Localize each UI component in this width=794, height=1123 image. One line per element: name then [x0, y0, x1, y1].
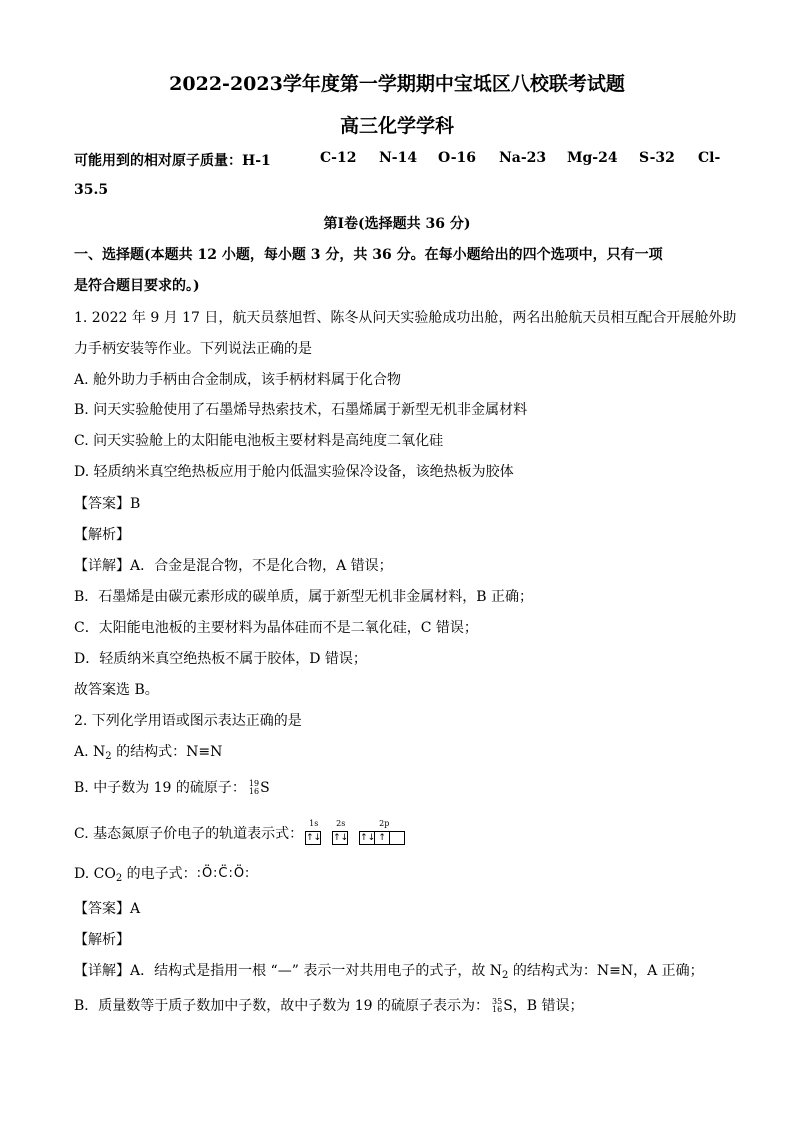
section-instructions: 一、选择题(本题共 12 小题，每小题 3 分，共 36 分。在每小题给出的四个选项中，只有一项	[74, 247, 663, 263]
subscript: 2	[105, 751, 112, 762]
nuclide-numbers	[249, 780, 259, 796]
question-1-detail: C．太阳能电池板的主要材料为晶体硅而不是二氧化硅，C 错误；	[74, 620, 478, 636]
orbital-box-2p-1: ↑↓	[360, 833, 376, 843]
exam-title: 2022-2023学年度第一学期期中宝坻区八校联考试题	[169, 73, 625, 95]
question-2-option-a	[74, 742, 222, 767]
option-b-text: B. 中子数为 19 的硫原子：	[74, 780, 246, 796]
option-d-text: D. CO	[74, 866, 116, 882]
atomic-mass-item: Mg-24	[567, 150, 618, 166]
orbital-label-2s: 2s	[336, 819, 346, 828]
element-symbol: S	[260, 780, 270, 796]
atomic-mass-item: Na-23	[499, 150, 547, 166]
question-2-option-b	[74, 778, 270, 798]
atomic-mass-label: 可能用到的相对原子质量：H-1	[74, 153, 271, 169]
orbital-label-1s: 1s	[309, 819, 319, 828]
question-1-answer: 【答案】B	[74, 496, 141, 512]
nuclide-numbers	[492, 998, 502, 1014]
detail-b-text: B．质量数等于质子数加中子数，故中子数为 19 的硫原子表示为：	[74, 998, 490, 1014]
subject-title: 高三化学学科	[339, 115, 454, 137]
atomic-mass-item: Cl-	[698, 150, 721, 166]
question-1-conclusion: 故答案选 B。	[74, 682, 159, 698]
subscript: 2	[502, 970, 509, 981]
question-1-option-c: C. 问天实验舱上的太阳能电池板主要材料是高纯度二氧化硅	[74, 433, 444, 449]
question-1-option-a: A. 舱外助力手柄由合金制成，该手柄材料属于化合物	[74, 372, 402, 388]
question-2-stem: 2. 下列化学用语或图示表达正确的是	[74, 713, 302, 729]
subscript: 2	[115, 873, 123, 884]
question-1-detail: B．石墨烯是由碳元素形成的碳单质，属于新型无机非金属材料，B 正确；	[74, 589, 534, 605]
atomic-mass-item: S-32	[639, 150, 675, 166]
atomic-mass-item: C-12	[320, 150, 357, 166]
section-title: 第Ⅰ卷(选择题共 36 分)	[323, 216, 471, 232]
atomic-mass-continued: 35.5	[74, 182, 109, 198]
atomic-number: 16	[248, 787, 260, 796]
question-2-answer: 【答案】A	[74, 901, 141, 917]
question-1-option-d: D. 轻质纳米真空绝热板应用于舱内低温实验保冷设备，该绝热板为胶体	[74, 464, 514, 480]
orbital-label-2p: 2p	[379, 819, 390, 828]
mass-number: 19	[248, 779, 260, 788]
question-2-analysis-label: 【解析】	[74, 932, 130, 948]
question-1-stem: 1. 2022 年 9 月 17 日，航天员蔡旭哲、陈冬从问天实验舱成功出舱，两名出舱航天员相互配合开展舱外助	[74, 310, 737, 326]
atomic-number: 16	[492, 1005, 503, 1014]
atomic-mass-item: N-14	[379, 150, 418, 166]
orbital-box-1s: ↑↓	[306, 833, 322, 843]
orbital-box-2s: ↑↓	[333, 833, 349, 843]
atomic-mass-item: O-16	[438, 150, 477, 166]
question-2-detail-b	[74, 996, 584, 1016]
question-2-detail-a	[74, 961, 704, 986]
option-c-text: C. 基态氮原子价电子的轨道表示式：	[74, 826, 304, 842]
detail-a-text-end: 的结构式为：N≡N，A 正确；	[508, 963, 704, 979]
orbital-box-2p-3	[389, 831, 405, 845]
orbital-diagram	[305, 821, 413, 847]
question-1-option-b: B. 问天实验舱使用了石墨烯导热索技术，石墨烯属于新型无机非金属材料	[74, 402, 528, 418]
question-1-detail: 【详解】A．合金是混合物，不是化合物，A 错误；	[74, 558, 393, 574]
question-1-analysis-label: 【解析】	[74, 527, 130, 543]
atomic-mass-list	[74, 150, 724, 170]
detail-a-text: 【详解】A．结构式是指用一根 “—” 表示一对共用电子的式子，故 N	[74, 963, 503, 979]
question-2-option-d	[74, 864, 250, 889]
question-1-stem-cont: 力手柄安装等作业。下列说法正确的是	[74, 341, 312, 357]
question-1-detail: D．轻质纳米真空绝热板不属于胶体，D 错误；	[74, 651, 367, 667]
mass-number: 35	[492, 997, 503, 1006]
question-2-option-c	[74, 820, 413, 848]
option-d-text-end: 的电子式：	[122, 866, 197, 882]
electron-formula: :Ö:C̈:Ö:	[196, 866, 251, 881]
option-a-text-end: 的结构式：N≡N	[111, 744, 223, 760]
orbital-box-2p-2: ↑	[374, 831, 390, 845]
section-instructions-cont: 是符合题目要求的。)	[74, 278, 200, 294]
option-a-text: A. N	[74, 744, 106, 760]
detail-b-text-end: S，B 错误；	[503, 998, 584, 1014]
